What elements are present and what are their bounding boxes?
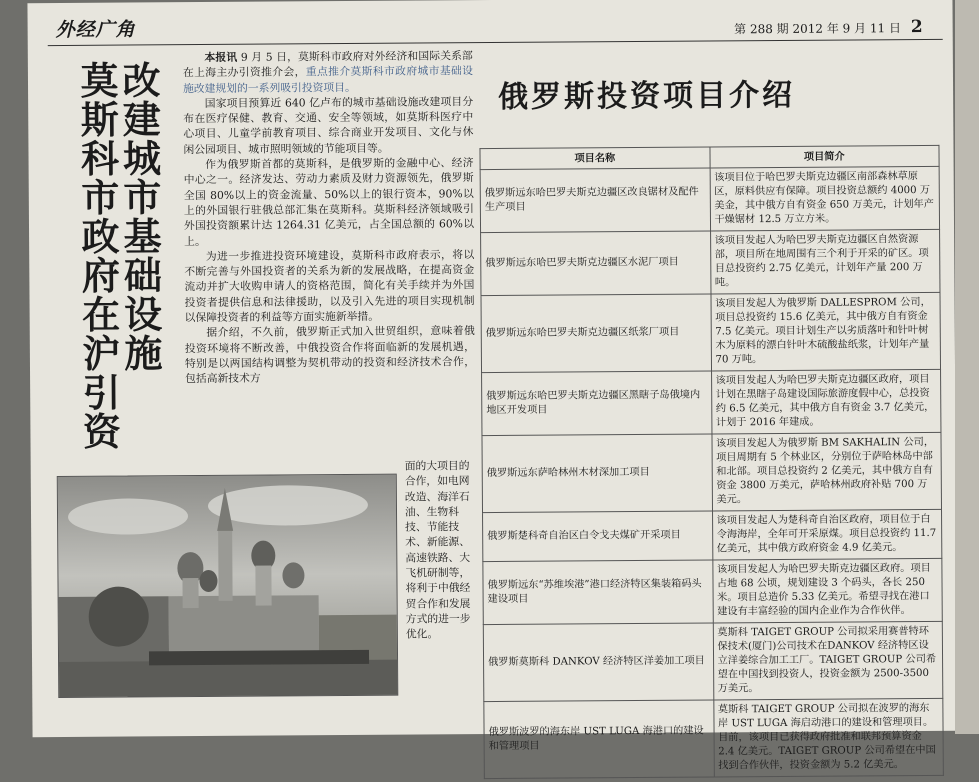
article-lead-paragraph [183,48,473,96]
article-paragraph: 据介绍，不久前，俄罗斯正式加入世贸组织，意味着俄投资环境将不断改善，中俄投资合作将面临新的发展机遇，特别是以两国结构调整为契机带动的投资和经济技术合作，包括高新技术方 [184,324,476,386]
newspaper-page [27,0,957,772]
project-summary-cell: 该项目发起人为哈巴罗夫斯克边疆区自然资源部，项目所在地周围有三个利于开采的矿区。项目总投资约 2.75 亿美元，计划年产量 200 万吨。 [710,229,940,294]
table-title: 俄罗斯投资项目介绍 [497,77,796,115]
cathedral-illustration [58,475,398,697]
article-paragraph: 国家项目预算近 640 亿卢布的城市基础设施改建项目分布在医疗保健、教育、交通、安全等领域，如莫斯科医疗中心项目、儿童学前教育项目、综合商业开发项目、文化与休闲公园项目、城市照明领域的节能项目等。 [183,95,474,156]
article-lead-text: 9 月 5 日，莫斯科市政府对外经济和国际关系部在上海主办引资推介会， [182,49,473,80]
project-name-cell: 俄罗斯远东哈巴罗夫斯克边疆区纸浆厂项目 [481,294,711,373]
article-paragraph: 为进一步推进投资环境建设，莫斯科市政府表示，将以不断完善与外国投资者的关系为新的发展战略，在提高资金流动并扩大收购申请人的资格范围，简化有关手续并为外国投资者提供信息和法律援助，以及引入先进的项目实现机制以保障投资者的利益等方面实施新举措。 [184,247,475,325]
project-name-cell: 俄罗斯远东萨哈林州木材深加工项目 [482,434,712,513]
article-continuation: 面的大项目的合作，如电网改造、海洋石油、生物科技、节能技术、新能源、高速铁路、大飞机研制等，将利于中俄经贸合作和发展方式的进一步优化。 [404,459,471,641]
masthead: 外经广角 [55,18,136,42]
project-name-cell: 俄罗斯远东哈巴罗夫斯克边疆区改良锯材及配件生产项目 [480,168,710,233]
column-header-project-name: 项目名称 [480,147,710,170]
project-name-cell: 俄罗斯波罗的海东岸 UST LUGA 海港口的建设和管理项目 [484,700,714,779]
table-row [482,369,941,435]
headline-line-1: 改建城市基础设施 [115,60,163,373]
headline-line-2: 莫斯科市政府在沪引资 [73,60,121,451]
project-name-cell: 俄罗斯莫斯科 DANKOV 经济特区洋姜加工项目 [483,623,713,702]
issue-date: 第 288 期 2012 年 9 月 11 日 [734,21,902,37]
table-row [480,166,939,232]
header-rule [48,39,943,46]
project-summary-cell: 该项目位于哈巴罗夫斯克边疆区南部森林草原区，原料供应有保障。项目投资总额约 4000 万美金，其中俄方自有资金 650 万美元，计划年产干燥锯材 12.5 万立方米。 [710,166,940,231]
headline [73,60,163,461]
project-summary-cell: 该项目发起人为哈巴罗夫斯克边疆区政府。项目占地 68 公顷，规划建设 3 个码头，各长 250 米。项目总造价 5.33 亿美元。希望寻找在港口建设有丰富经验的国内企业作为合作伙伴。 [712,558,942,623]
table-row [481,292,941,372]
project-summary-cell: 该项目发起人为哈巴罗夫斯克边疆区政府，项目计划在黑瞎子岛建设国际旅游度假中心，总投资约 6.5 亿美元，其中俄方自有资金 3.7 亿美元，计划于 2016 年建成。 [711,369,941,434]
project-summary-cell: 莫斯科 TAIGET GROUP 公司拟在波罗的海东岸 UST LUGA 海启动港口的建设和管理项目。目前，该项目已获得政府批准和联邦预算资金 2.4 亿美元。TAIGET GROUP 公司希望在中国找到合作伙伴，投资金额为 5.2 亿美元。 [713,698,943,777]
project-summary-cell: 该项目发起人为楚科奇自治区政府，项目位于白令海海岸，全年可开采原煤。项目总投资约 11.7 亿美元，其中俄方政府资金 4.9 亿美元。 [712,509,942,560]
article-lead-label: 本报讯 [204,50,238,65]
article-paragraph: 作为俄罗斯首都的莫斯科，是俄罗斯的金融中心、经济中心之一。经济发达、劳动力素质及财力资源领先，俄罗斯全国 80%以上的资金流量、50%以上的银行资本，90%以上的外国银行驻俄总部汇集在莫斯科。莫斯科经济领域吸引外国投资额累计达 1264.31 亿美元，占全国总额的 60%以上。 [183,156,475,248]
table-row [484,698,944,778]
project-name-cell: 俄罗斯远东哈巴罗夫斯克边疆区水泥厂项目 [481,231,711,296]
table-row [483,621,943,701]
article-body [183,48,475,387]
table-row [482,432,942,512]
projects-table [479,145,943,779]
table-row [483,558,942,624]
project-name-cell: 俄罗斯远东哈巴罗夫斯克边疆区黑瞎子岛俄境内地区开发项目 [482,371,712,436]
table-row [481,229,940,295]
project-summary-cell: 莫斯科 TAIGET GROUP 公司拟采用赛普特环保技术(厦门)公司技术在DANKOV 经济特区设立洋姜综合加工工厂。TAIGET GROUP 公司希望在中国找到投资人，投资金额为 2500-3500 万美元。 [713,621,943,700]
table-row [483,509,942,561]
project-summary-cell: 该项目发起人为俄罗斯 DALLESPROM 公司，项目总投资约 15.6 亿美元，其中俄方自有资金 7.5 亿美元。项目计划生产以劣质落叶和针叶树木为原料的漂白针叶木硫酸盐纸浆，计划年产量 70 万吨。 [710,292,940,371]
project-name-cell: 俄罗斯楚科奇自治区白令戈夫煤矿开采项目 [483,511,713,562]
article-lead-highlight: 重点推介莫斯科市政府城市基础设施改建规划的一系列吸引投资项目。 [183,64,473,95]
project-summary-cell: 该项目发起人为俄罗斯 BM SAKHALIN 公司，项目周期有 5 个林业区，分别位于萨哈林岛中部和北部。项目总投资约 2 亿美元，其中俄方自有资金 3800 万美元，萨哈林州政府补贴 700 万美元。 [711,432,941,511]
project-name-cell: 俄罗斯远东“苏维埃港”港口经济特区集装箱码头建设项目 [483,560,713,625]
page-number: 2 [910,16,923,38]
column-header-project-summary: 项目简介 [709,145,939,168]
issue-line [734,17,923,38]
kremlin-photo [57,474,399,698]
adjacent-page-edge [955,0,979,734]
